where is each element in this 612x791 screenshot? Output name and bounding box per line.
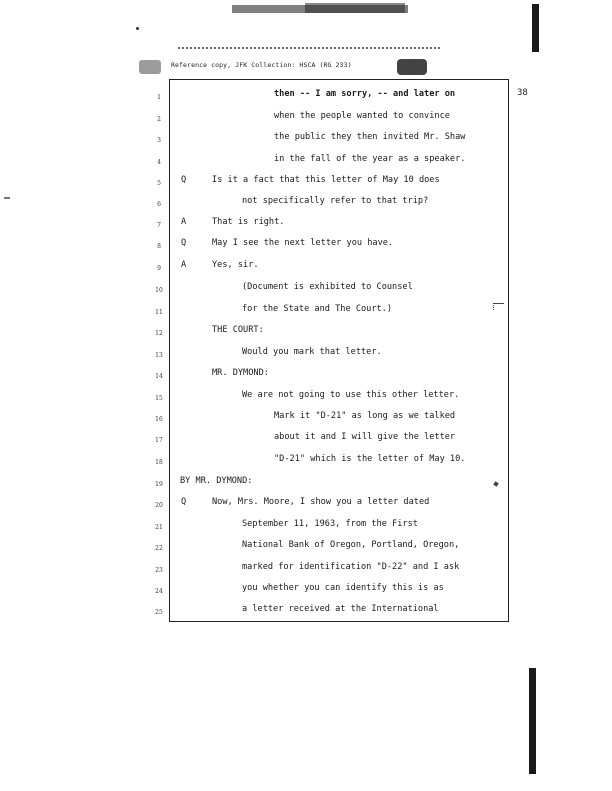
- line-number: 13: [155, 352, 163, 359]
- question-marker: Q: [181, 175, 187, 185]
- line-number: 10: [155, 287, 163, 294]
- line-number: 1: [157, 94, 161, 101]
- transcript-line: when the people wanted to convince: [274, 111, 450, 121]
- transcript-line: "D-21" which is the letter of May 10.: [274, 454, 466, 464]
- page-number: 38: [517, 88, 528, 98]
- transcript-line: Now, Mrs. Moore, I show you a letter dated: [212, 497, 430, 507]
- line-number: 6: [157, 201, 161, 208]
- question-marker: Q: [181, 497, 187, 507]
- line-number: 8: [157, 243, 161, 250]
- line-number: 14: [155, 373, 163, 380]
- line-number: 2: [157, 116, 161, 123]
- transcript-line: for the State and The Court.): [242, 304, 393, 314]
- line-number: 20: [155, 502, 163, 509]
- transcript-line: the public they then invited Mr. Shaw: [274, 132, 466, 142]
- scan-speck: [4, 197, 10, 199]
- line-number: 19: [155, 481, 163, 488]
- scan-smudge-top-dark: [305, 3, 405, 13]
- transcript-line: Would you mark that letter.: [242, 347, 382, 357]
- transcript-line: We are not going to use this other letter.: [242, 390, 460, 400]
- transcript-line: about it and I will give the letter: [274, 432, 456, 442]
- line-number: 22: [155, 545, 163, 552]
- transcript-line: National Bank of Oregon, Portland, Oregon,: [242, 540, 460, 550]
- transcript-line: That is right.: [212, 217, 285, 227]
- transcript-line: Is it a fact that this letter of May 10 does: [212, 175, 440, 185]
- question-marker: Q: [181, 238, 187, 248]
- line-number: 7: [157, 222, 161, 229]
- transcript-line: Yes, sir.: [212, 260, 259, 270]
- transcript-line: a letter received at the International: [242, 604, 439, 614]
- transcript-line: MR. DYMOND:: [212, 368, 269, 378]
- transcript-line: then -- I am sorry, -- and later on: [274, 89, 456, 99]
- line-number: 17: [155, 437, 163, 444]
- scan-bar-top-right: [532, 4, 539, 52]
- line-number: 23: [155, 567, 163, 574]
- line-number: 4: [157, 159, 161, 166]
- scan-header-blot: [397, 59, 427, 75]
- scan-dotted-line: [178, 47, 440, 49]
- transcript-line: Mark it "D-21" as long as we talked: [274, 411, 456, 421]
- transcript-line: you whether you can identify this is as: [242, 583, 444, 593]
- line-number: 15: [155, 395, 163, 402]
- line-number: 5: [157, 180, 161, 187]
- scan-speck: [136, 27, 139, 30]
- transcript-line: May I see the next letter you have.: [212, 238, 394, 248]
- line-number: 25: [155, 609, 163, 616]
- line-number: 24: [155, 588, 163, 595]
- line-number: 16: [155, 416, 163, 423]
- line-number: 11: [155, 309, 163, 316]
- reference-header: Reference copy, JFK Collection: HSCA (RG 233): [171, 61, 352, 69]
- line-number: 21: [155, 524, 163, 531]
- transcript-line: in the fall of the year as a speaker.: [274, 154, 466, 164]
- transcript-line: BY MR. DYMOND:: [180, 476, 253, 486]
- scan-bar-bottom-right: [529, 668, 536, 774]
- transcript-line: marked for identification "D-22" and I ask: [242, 562, 460, 572]
- answer-marker: A: [181, 217, 187, 227]
- answer-marker: A: [181, 260, 187, 270]
- transcript-line: THE COURT:: [212, 325, 264, 335]
- line-number: 12: [155, 330, 163, 337]
- scan-corner-blot: [139, 60, 161, 74]
- line-number: 9: [157, 265, 161, 272]
- transcript-line: (Document is exhibited to Counsel: [242, 282, 413, 292]
- transcript-line: September 11, 1963, from the First: [242, 519, 418, 529]
- line-number: 18: [155, 459, 163, 466]
- transcript-line: not specifically refer to that trip?: [242, 196, 429, 206]
- line-number: 3: [157, 137, 161, 144]
